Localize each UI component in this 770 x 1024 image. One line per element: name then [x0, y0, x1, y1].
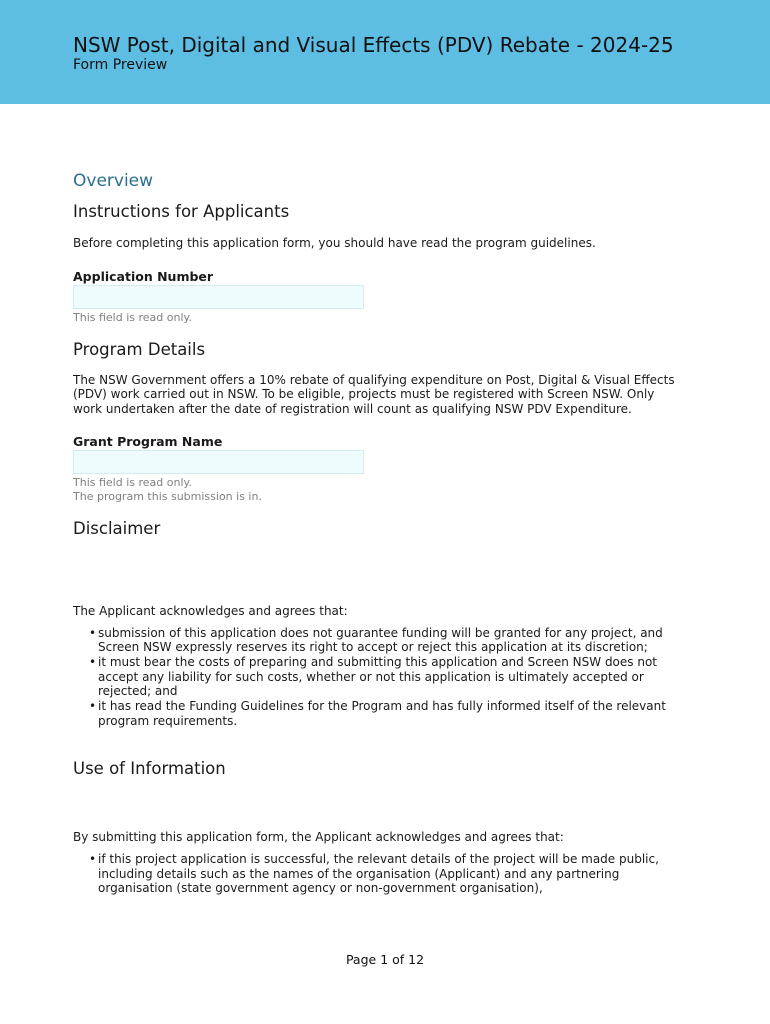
disclaimer-list — [73, 626, 683, 729]
application-number-help: This field is read only. — [73, 310, 192, 324]
grant-program-name-help: This field is read only. — [73, 476, 192, 489]
disclaimer-intro: The Applicant acknowledges and agrees that: — [73, 604, 348, 618]
list-item — [88, 626, 683, 655]
list-item-text: it has read the Funding Guidelines for the Program and has fully informed itself of the relevant program requirements. — [98, 699, 666, 728]
list-item — [88, 655, 683, 699]
form-content — [73, 170, 683, 896]
form-title: NSW Post, Digital and Visual Effects (PDV) Rebate - 2024-25 — [73, 33, 674, 57]
application-number-field[interactable] — [73, 285, 364, 309]
form-subtitle: Form Preview — [73, 57, 168, 73]
bullet-icon: • — [89, 625, 97, 640]
use-of-information-heading: Use of Information — [73, 759, 226, 779]
program-details-text: The NSW Government offers a 10% rebate of qualifying expenditure on Post, Digital & Visual Effects (PDV) work carried out in NSW. To be eligible, projects must be registered with Screen NSW. Only work undertaken after the date of registration will count as qualifying NSW PDV Expenditure. — [73, 372, 675, 416]
instructions-text: Before completing this application form, you should have read the program guidelines. — [73, 236, 596, 250]
grant-program-name-field[interactable] — [73, 450, 364, 474]
list-item — [88, 852, 683, 896]
use-of-information-list — [73, 852, 683, 896]
section-overview-title: Overview — [73, 171, 154, 191]
bullet-icon: • — [89, 654, 97, 669]
grant-program-name-label: Grant Program Name — [73, 434, 223, 449]
bullet-icon: • — [89, 699, 97, 714]
list-item — [88, 699, 683, 728]
list-item-text: if this project application is successful, the relevant details of the project will be made public, including details such as the names of the organisation (Applicant) and any partnering organisation (state government agency or non-government organisation), — [98, 851, 659, 896]
program-details-heading: Program Details — [73, 339, 206, 359]
use-of-information-intro: By submitting this application form, the Applicant acknowledges and agrees that: — [73, 830, 564, 845]
grant-program-name-help-2: The program this submission is in. — [73, 490, 262, 503]
page-number: Page 1 of 12 — [345, 952, 425, 967]
application-number-label: Application Number — [73, 268, 214, 284]
bullet-icon: • — [89, 851, 97, 866]
disclaimer-heading: Disclaimer — [73, 519, 161, 538]
instructions-heading: Instructions for Applicants — [73, 202, 290, 221]
list-item-text: it must bear the costs of preparing and submitting this application and Screen NSW does not accept any liability for such costs, whether or not this application is ultimately accepted or rejected; and — [98, 654, 658, 699]
list-item-text: submission of this application does not guarantee funding will be granted for any project, and Screen NSW expressly reserves its right to accept or reject this application at its discretion; — [98, 625, 663, 655]
page-header — [0, 0, 770, 104]
